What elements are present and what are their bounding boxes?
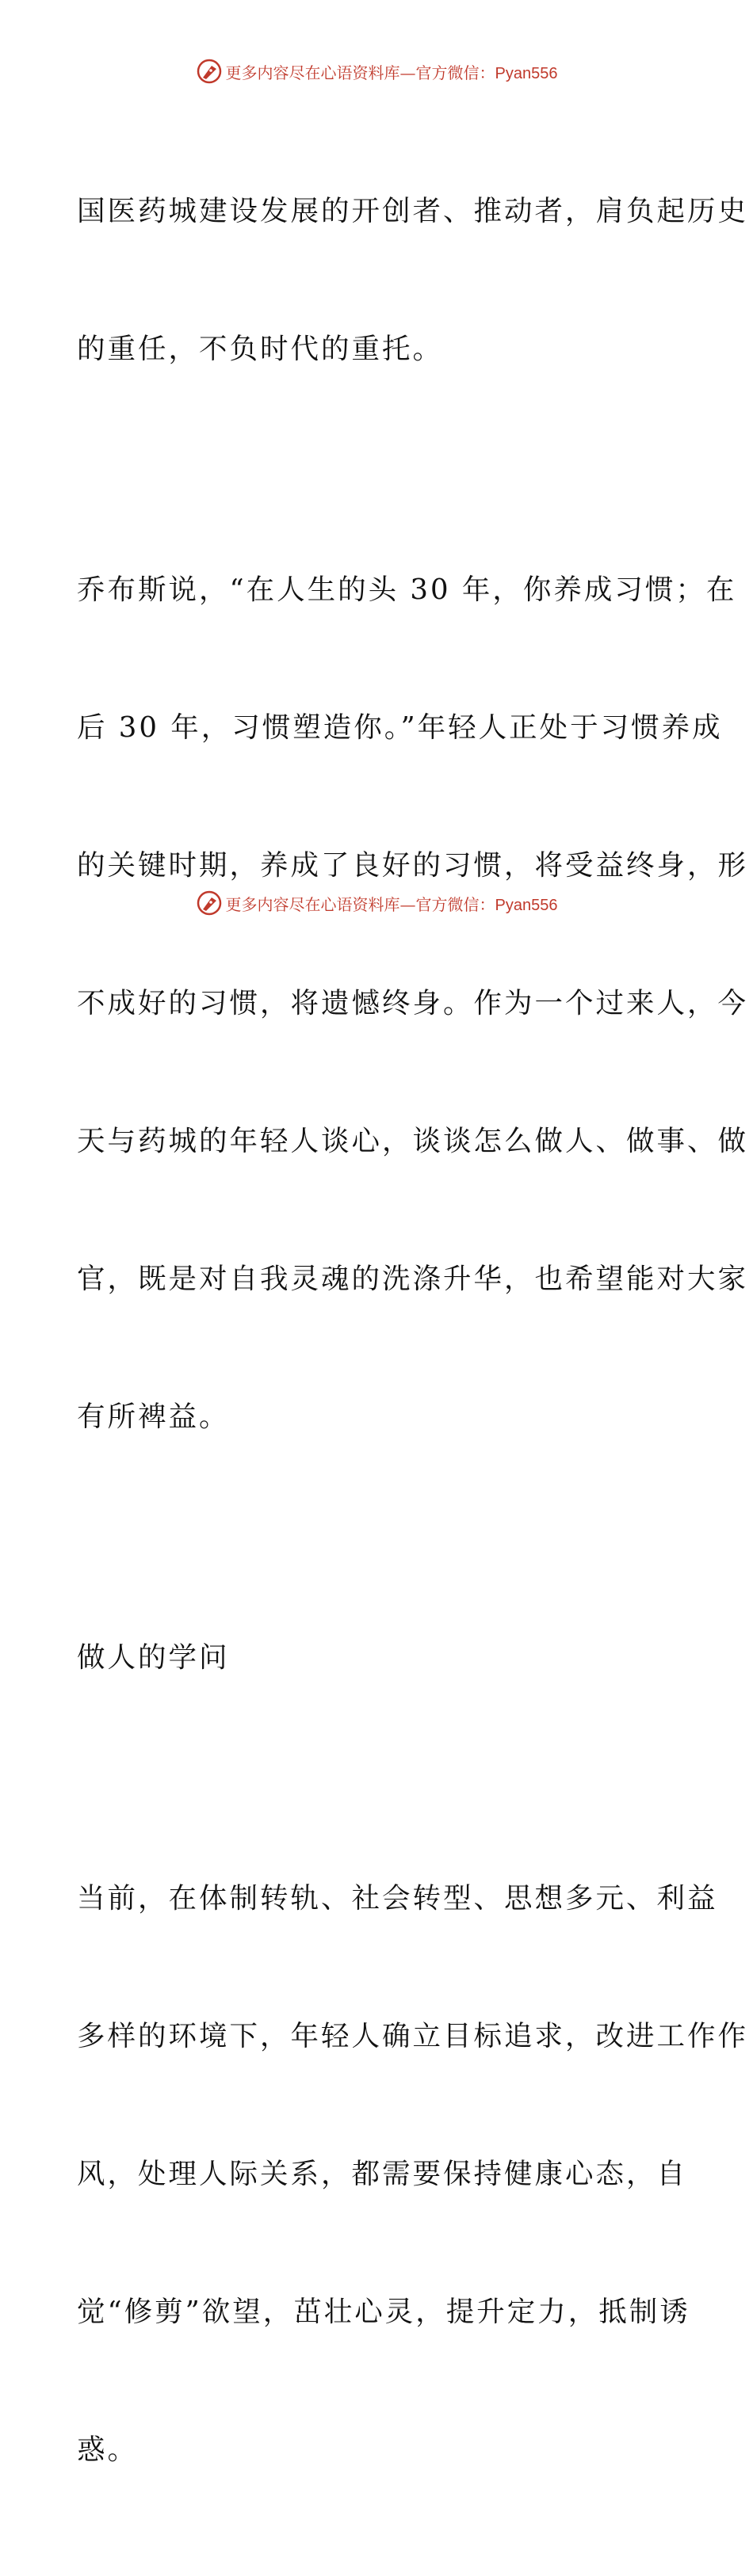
banner-cn-text: 更多内容尽在心语资料库	[225, 894, 400, 914]
section-heading	[77, 1543, 675, 1773]
banner-text	[226, 892, 558, 915]
header-banner	[0, 55, 753, 87]
paragraph-1	[77, 97, 749, 464]
text-line: 国医药城建设发展的开创者、推动者，肩负起历史	[77, 195, 749, 227]
text-line: 觉“修剪”欲望，茁壮心灵，提升定力，抵制诱	[77, 2296, 690, 2328]
pen-nib-circle-icon	[196, 58, 223, 85]
banner-dash: —	[399, 894, 416, 914]
banner-text	[226, 60, 558, 83]
text-line: 后 30 年，习惯塑造你。”年轻人正处于习惯养成	[77, 711, 723, 744]
banner-wechat-id: Pyan556	[495, 64, 558, 82]
text-line: 的重任，不负时代的重托。	[77, 333, 444, 365]
pen-nib-circle-icon	[196, 890, 223, 916]
document-body	[77, 97, 749, 2576]
banner-dash: —	[399, 63, 416, 82]
banner-wechat-label: 官方微信：	[415, 894, 495, 914]
text-line: 当前，在体制转轨、社会转型、思想多元、利益	[77, 1882, 718, 1915]
text-line: 有所裨益。	[77, 1400, 230, 1433]
banner-wechat-label: 官方微信：	[415, 63, 495, 82]
text-line: 不成好的习惯，将遗憾终身。作为一个过来人，今	[77, 987, 749, 1019]
banner-wechat-id: Pyan556	[495, 896, 558, 914]
text-line: 惑。	[77, 2433, 139, 2466]
text-line: 乔布斯说，“在人生的头 30 年，你养成习惯；在	[77, 574, 737, 606]
text-line: 官，既是对自我灵魂的洗涤升华，也希望能对大家	[77, 1263, 749, 1295]
footer-banner	[0, 887, 753, 919]
paragraph-2	[77, 475, 749, 1532]
heading-text: 做人的学问	[77, 1641, 230, 1674]
text-line: 风，处理人际关系，都需要保持健康心态，自	[77, 2158, 688, 2190]
banner-cn-text: 更多内容尽在心语资料库	[225, 63, 400, 82]
text-line: 天与药城的年轻人谈心，谈谈怎么做人、做事、做	[77, 1125, 749, 1157]
text-line: 多样的环境下，年轻人确立目标追求，改进工作作	[77, 2020, 749, 2052]
paragraph-3	[77, 1784, 749, 2565]
text-line: 的关键时期，养成了良好的习惯，将受益终身，形	[77, 849, 749, 882]
